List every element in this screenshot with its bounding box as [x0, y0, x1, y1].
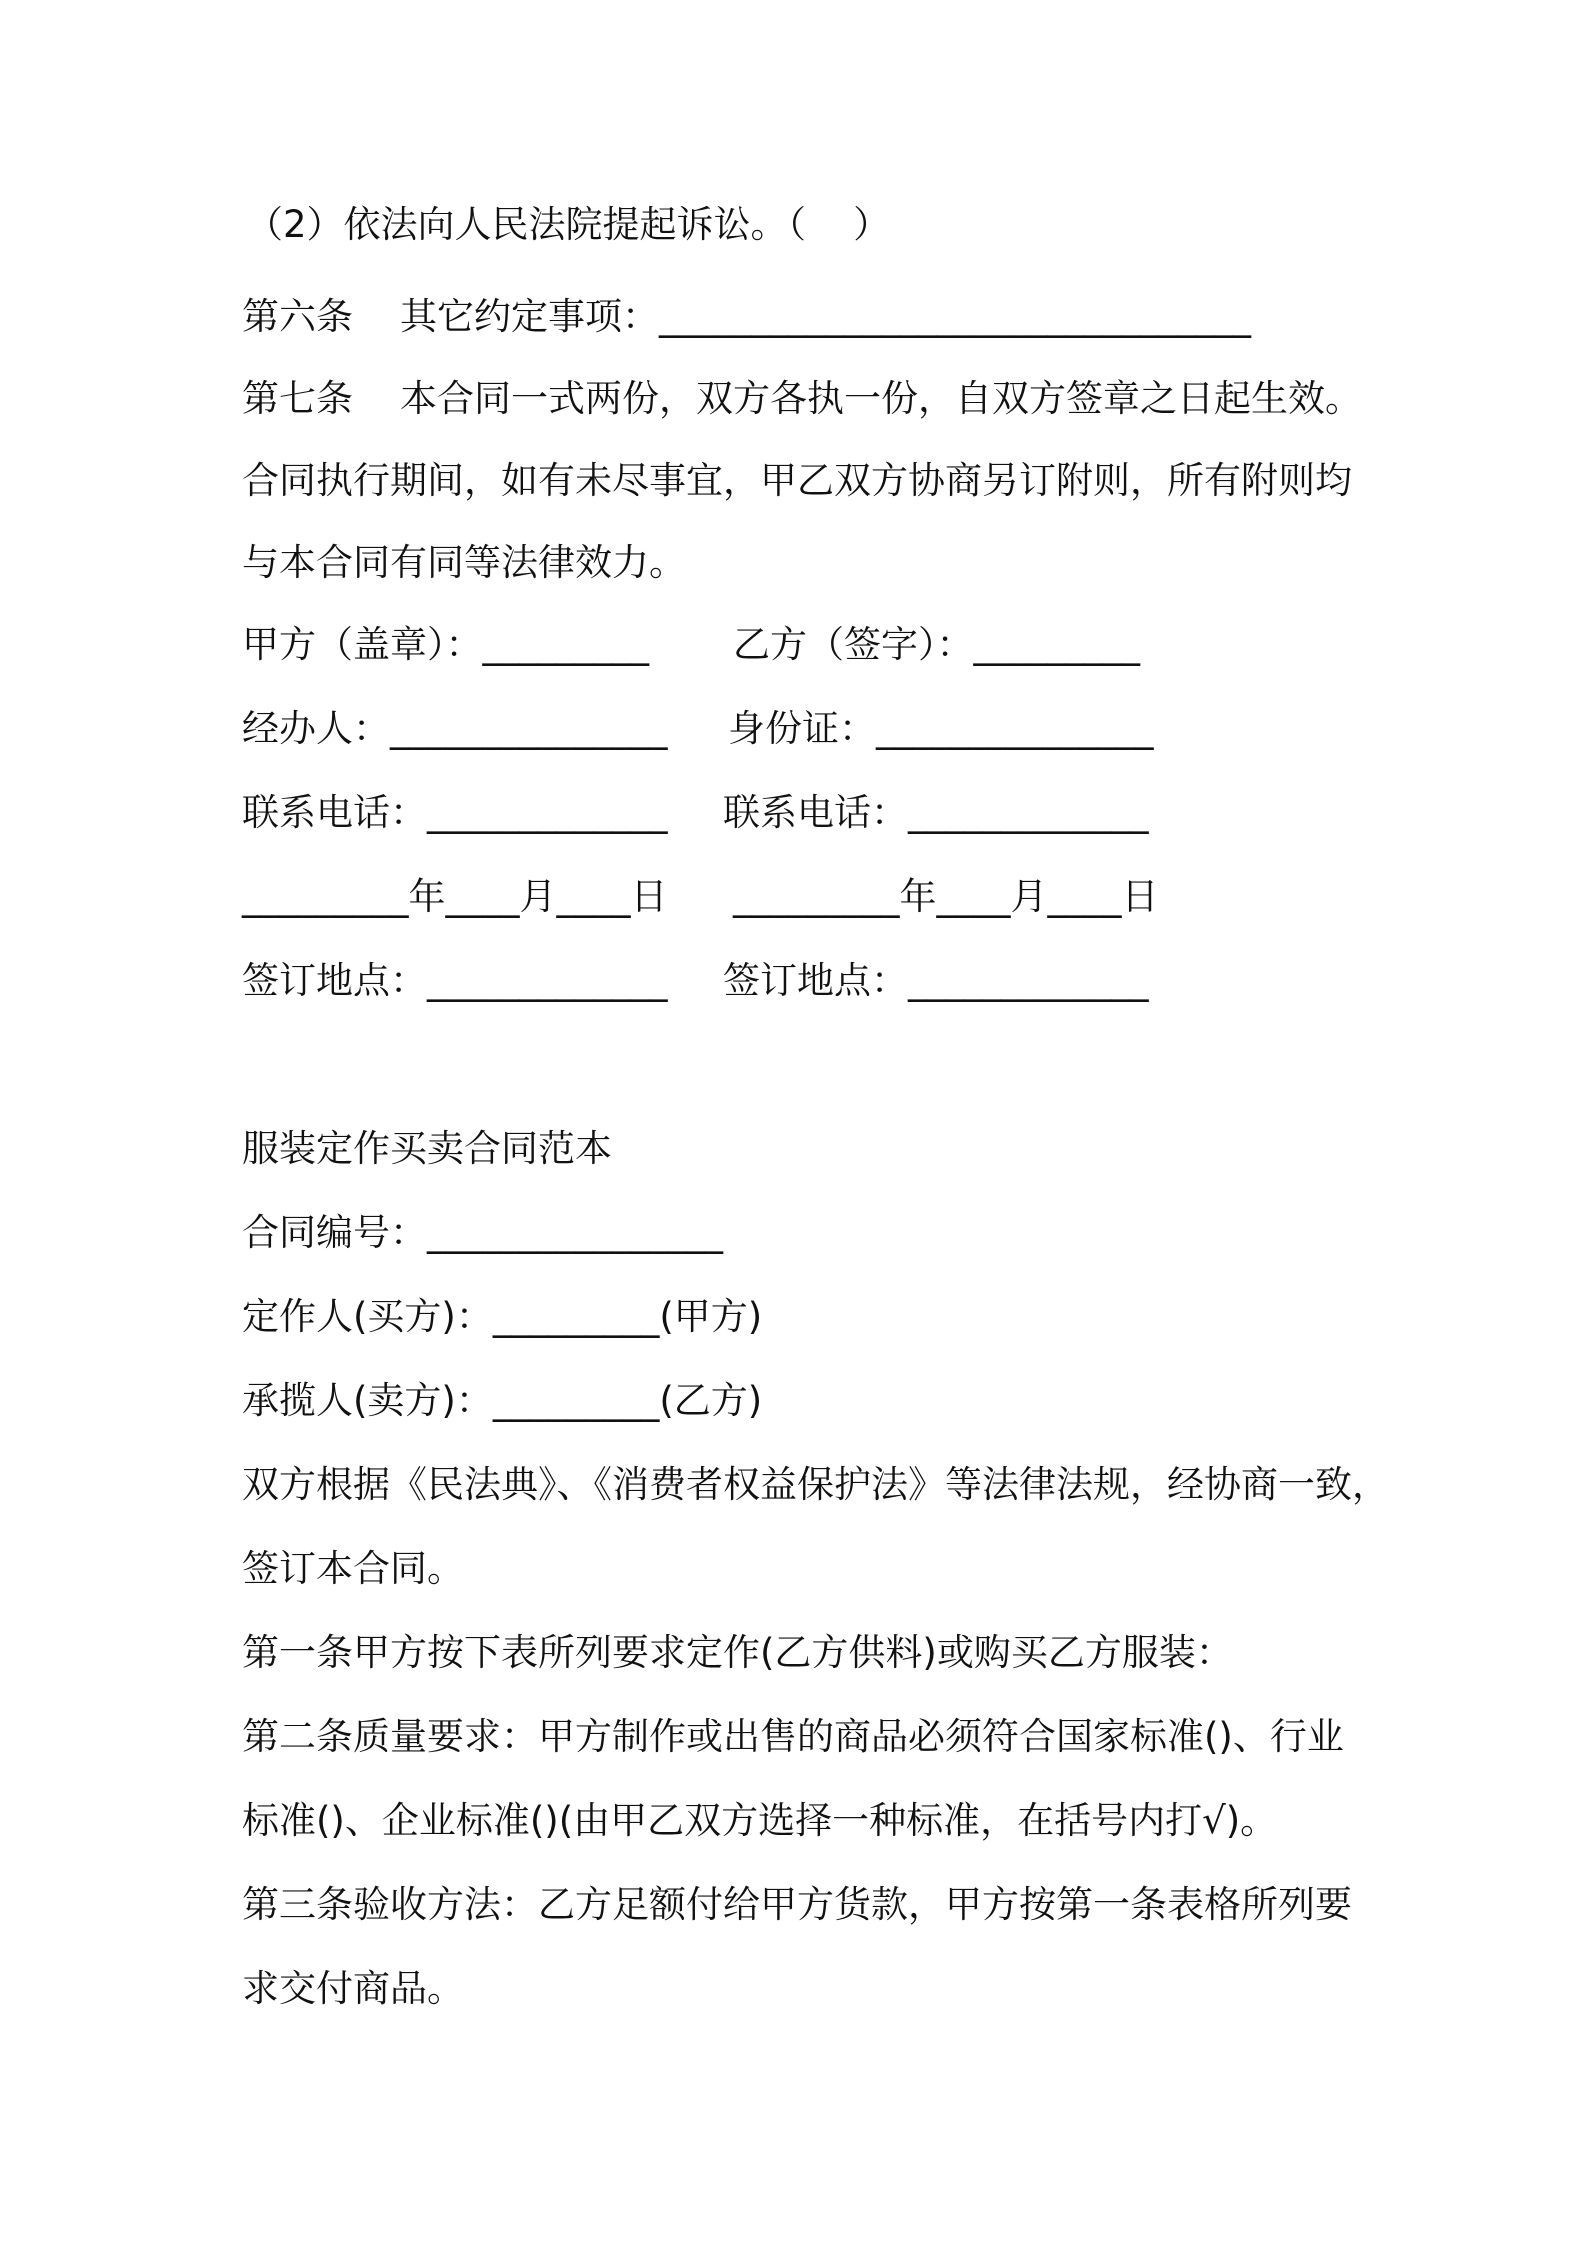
handler-field: 经办人：_______________	[242, 707, 668, 750]
contract-number-field: 合同编号：________________	[242, 1211, 723, 1254]
date-a-field: _________年____月____日	[242, 875, 668, 918]
article-3-line-1: 第三条验收方法：乙方足额付给甲方货款，甲方按第一条表格所列要	[242, 1883, 1352, 1926]
date-b-field: _________年____月____日	[733, 875, 1159, 918]
party-a-seal: 甲方（盖章）：_________	[242, 623, 649, 666]
article-1: 第一条甲方按下表所列要求定作(乙方供料)或购买乙方服装：	[242, 1631, 1233, 1674]
article-7-line-3: 与本合同有同等法律效力。	[242, 541, 686, 584]
article-3-line-2: 求交付商品。	[242, 1967, 464, 2010]
phone-a-field: 联系电话：_____________	[242, 791, 668, 834]
article-2-line-1: 第二条质量要求：甲方制作或出售的商品必须符合国家标准()、行业	[242, 1715, 1344, 1758]
article-7-line-2: 合同执行期间，如有未尽事宜，甲乙双方协商另订附则，所有附则均	[242, 459, 1352, 502]
party-b-sign: 乙方（签字）：_________	[733, 623, 1140, 666]
place-b-field: 签订地点：_____________	[723, 959, 1149, 1002]
seller-field: 承揽人(卖方)：_________(乙方)	[242, 1379, 763, 1422]
article-6: 第六条 其它约定事项：________________________________	[242, 295, 1252, 338]
preamble-line-1: 双方根据《民法典》、《消费者权益保护法》等法律法规，经协商一致，	[242, 1463, 1389, 1506]
preamble-line-2: 签订本合同。	[242, 1547, 464, 1590]
clause-item-2: （2）依法向人民法院提起诉讼。（ ）	[246, 203, 891, 246]
article-2-line-2: 标准()、企业标准()(由甲乙双方选择一种标准，在括号内打√)。	[242, 1799, 1278, 1842]
phone-b-field: 联系电话：_____________	[723, 791, 1149, 834]
article-7: 第七条 本合同一式两份，双方各执一份，自双方签章之日起生效。	[242, 377, 1363, 420]
place-a-field: 签订地点：_____________	[242, 959, 668, 1002]
contract-title: 服装定作买卖合同范本	[242, 1127, 612, 1170]
id-card-field: 身份证：_______________	[728, 707, 1154, 750]
buyer-field: 定作人(买方)：_________(甲方)	[242, 1295, 763, 1338]
